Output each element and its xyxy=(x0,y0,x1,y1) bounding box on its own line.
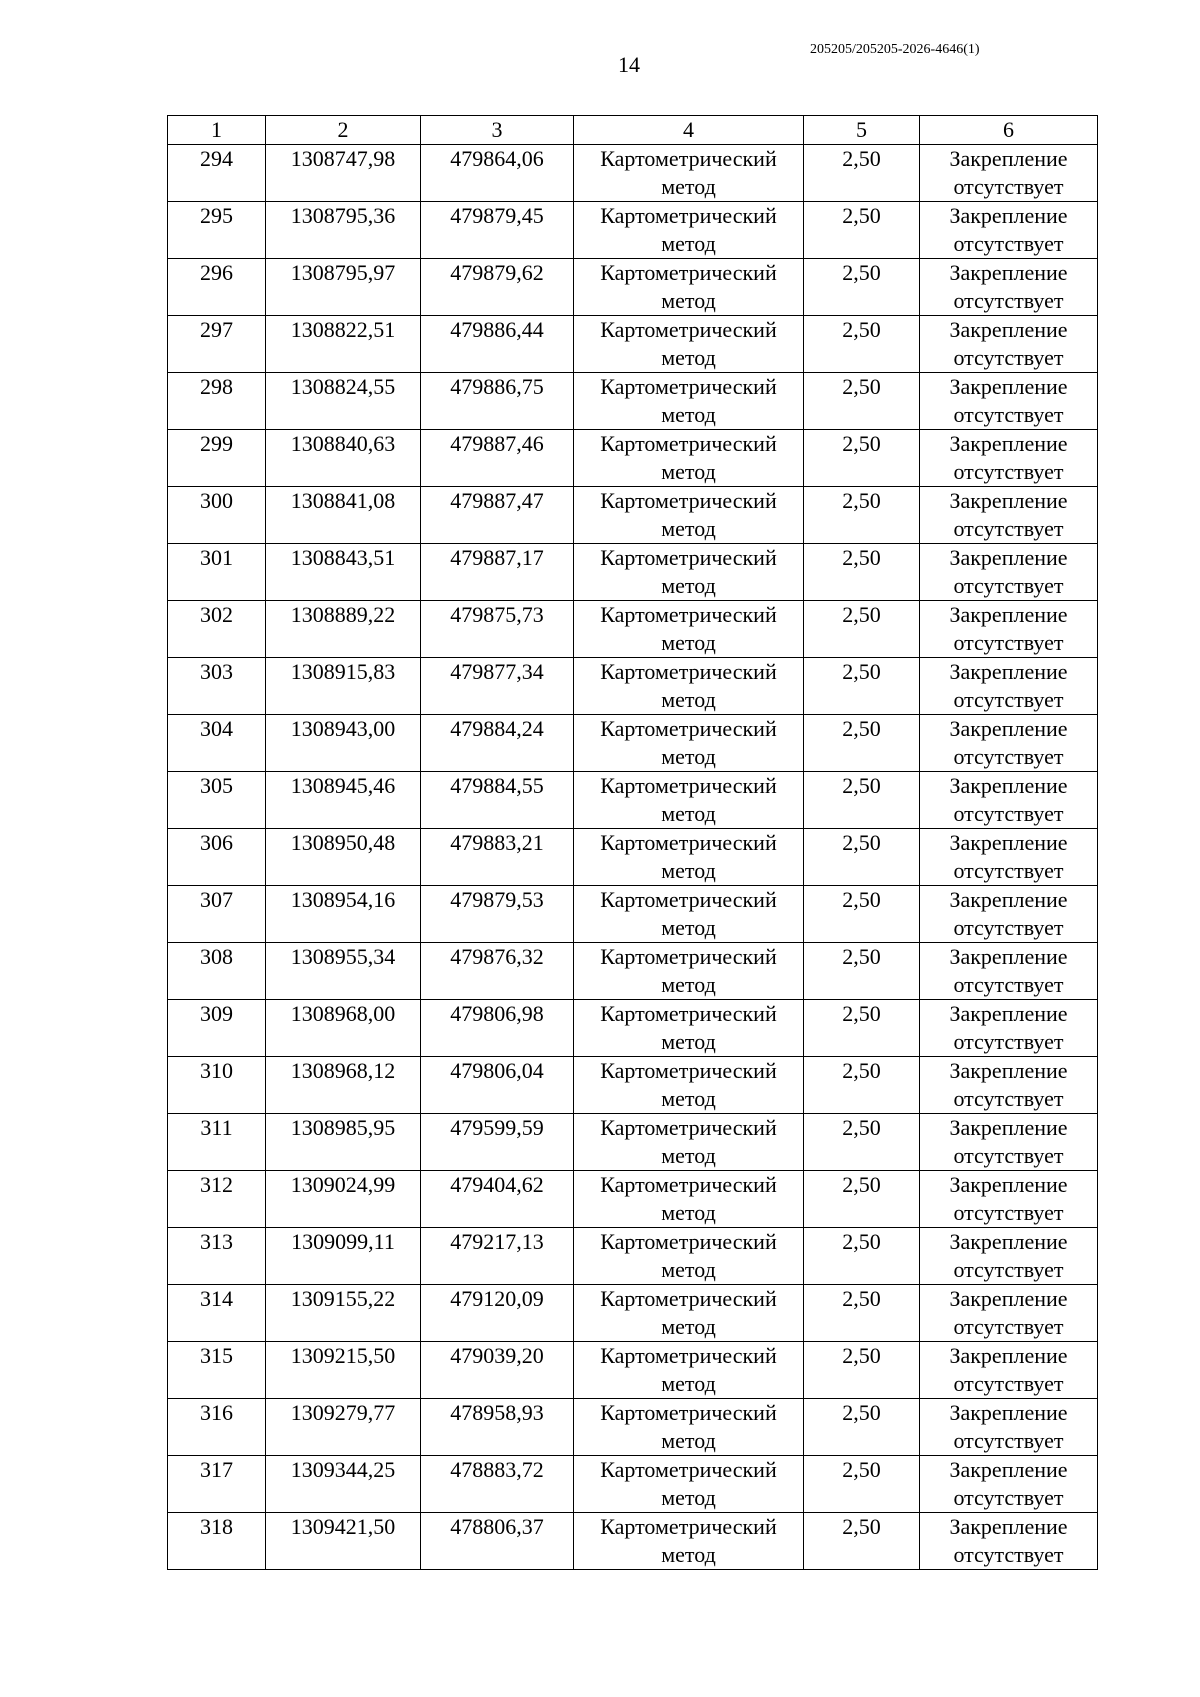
table-row xyxy=(168,601,1098,658)
fixation-text: Закрепление xyxy=(949,602,1068,627)
method-text: Картометрический xyxy=(600,602,777,627)
fixation-cell xyxy=(920,1114,1098,1171)
accuracy-cell: 2,50 xyxy=(804,316,920,373)
y-coordinate-cell: 479887,17 xyxy=(421,544,574,601)
fixation-text: отсутствует xyxy=(953,1143,1064,1168)
accuracy-cell: 2,50 xyxy=(804,715,920,772)
y-coordinate-cell: 478958,93 xyxy=(421,1399,574,1456)
method-text: Картометрический xyxy=(600,374,777,399)
fixation-cell xyxy=(920,1285,1098,1342)
method-text: Картометрический xyxy=(600,545,777,570)
point-number-cell: 299 xyxy=(168,430,266,487)
fixation-cell xyxy=(920,1456,1098,1513)
fixation-cell xyxy=(920,1228,1098,1285)
point-number-cell: 294 xyxy=(168,145,266,202)
fixation-text: отсутствует xyxy=(953,1314,1064,1339)
method-text: метод xyxy=(661,1257,716,1282)
fixation-text: отсутствует xyxy=(953,1485,1064,1510)
fixation-text: Закрепление xyxy=(949,545,1068,570)
y-coordinate-cell: 479039,20 xyxy=(421,1342,574,1399)
document-reference: 205205/205205-2026-4646(1) xyxy=(810,42,980,57)
x-coordinate-cell: 1308841,08 xyxy=(266,487,421,544)
fixation-text: отсутствует xyxy=(953,1542,1064,1567)
fixation-cell xyxy=(920,1399,1098,1456)
table-row xyxy=(168,1114,1098,1171)
table-row xyxy=(168,145,1098,202)
x-coordinate-cell: 1308889,22 xyxy=(266,601,421,658)
x-coordinate-cell: 1309421,50 xyxy=(266,1513,421,1570)
point-number-cell: 295 xyxy=(168,202,266,259)
fixation-cell xyxy=(920,487,1098,544)
fixation-cell xyxy=(920,772,1098,829)
table-row xyxy=(168,1171,1098,1228)
x-coordinate-cell: 1308795,36 xyxy=(266,202,421,259)
method-text: Картометрический xyxy=(600,1229,777,1254)
fixation-cell xyxy=(920,316,1098,373)
accuracy-cell: 2,50 xyxy=(804,829,920,886)
y-coordinate-cell: 479879,62 xyxy=(421,259,574,316)
method-text: Картометрический xyxy=(600,1343,777,1368)
fixation-text: Закрепление xyxy=(949,659,1068,684)
method-text: Картометрический xyxy=(600,146,777,171)
method-text: Картометрический xyxy=(600,1514,777,1539)
method-text: метод xyxy=(661,1029,716,1054)
method-text: метод xyxy=(661,174,716,199)
point-number-cell: 298 xyxy=(168,373,266,430)
fixation-cell xyxy=(920,886,1098,943)
table-row xyxy=(168,715,1098,772)
accuracy-cell: 2,50 xyxy=(804,772,920,829)
table-row xyxy=(168,259,1098,316)
method-cell xyxy=(574,1057,804,1114)
accuracy-cell: 2,50 xyxy=(804,1513,920,1570)
fixation-cell xyxy=(920,430,1098,487)
y-coordinate-cell: 479886,75 xyxy=(421,373,574,430)
fixation-text: отсутствует xyxy=(953,573,1064,598)
y-coordinate-cell: 479879,53 xyxy=(421,886,574,943)
accuracy-cell: 2,50 xyxy=(804,1171,920,1228)
method-text: Картометрический xyxy=(600,1058,777,1083)
method-text: метод xyxy=(661,630,716,655)
fixation-cell xyxy=(920,1057,1098,1114)
column-header: 4 xyxy=(574,116,804,145)
x-coordinate-cell: 1308795,97 xyxy=(266,259,421,316)
fixation-text: Закрепление xyxy=(949,1115,1068,1140)
point-number-cell: 302 xyxy=(168,601,266,658)
column-header: 3 xyxy=(421,116,574,145)
point-number-cell: 304 xyxy=(168,715,266,772)
table-row xyxy=(168,544,1098,601)
fixation-text: отсутствует xyxy=(953,288,1064,313)
accuracy-cell: 2,50 xyxy=(804,1285,920,1342)
y-coordinate-cell: 479887,46 xyxy=(421,430,574,487)
method-text: метод xyxy=(661,516,716,541)
method-cell xyxy=(574,829,804,886)
method-text: метод xyxy=(661,345,716,370)
method-cell xyxy=(574,373,804,430)
fixation-text: Закрепление xyxy=(949,1058,1068,1083)
fixation-text: Закрепление xyxy=(949,203,1068,228)
fixation-text: отсутствует xyxy=(953,972,1064,997)
fixation-text: Закрепление xyxy=(949,1343,1068,1368)
method-text: Картометрический xyxy=(600,659,777,684)
fixation-cell xyxy=(920,943,1098,1000)
method-text: метод xyxy=(661,1371,716,1396)
method-text: Картометрический xyxy=(600,716,777,741)
method-cell xyxy=(574,601,804,658)
fixation-cell xyxy=(920,373,1098,430)
method-text: метод xyxy=(661,1542,716,1567)
fixation-text: отсутствует xyxy=(953,915,1064,940)
fixation-cell xyxy=(920,601,1098,658)
point-number-cell: 317 xyxy=(168,1456,266,1513)
fixation-text: отсутствует xyxy=(953,1428,1064,1453)
fixation-text: Закрепление xyxy=(949,1514,1068,1539)
y-coordinate-cell: 478883,72 xyxy=(421,1456,574,1513)
table-row xyxy=(168,829,1098,886)
fixation-text: Закрепление xyxy=(949,944,1068,969)
y-coordinate-cell: 479217,13 xyxy=(421,1228,574,1285)
x-coordinate-cell: 1308950,48 xyxy=(266,829,421,886)
x-coordinate-cell: 1308968,00 xyxy=(266,1000,421,1057)
method-text: Картометрический xyxy=(600,944,777,969)
table-row xyxy=(168,316,1098,373)
accuracy-cell: 2,50 xyxy=(804,1000,920,1057)
method-cell xyxy=(574,1399,804,1456)
fixation-text: отсутствует xyxy=(953,1371,1064,1396)
method-text: метод xyxy=(661,288,716,313)
method-text: метод xyxy=(661,1143,716,1168)
method-text: Картометрический xyxy=(600,203,777,228)
accuracy-cell: 2,50 xyxy=(804,544,920,601)
method-cell xyxy=(574,487,804,544)
method-text: Картометрический xyxy=(600,1400,777,1425)
fixation-text: Закрепление xyxy=(949,488,1068,513)
fixation-text: отсутствует xyxy=(953,801,1064,826)
table-row xyxy=(168,1228,1098,1285)
y-coordinate-cell: 479864,06 xyxy=(421,145,574,202)
fixation-text: отсутствует xyxy=(953,687,1064,712)
method-text: метод xyxy=(661,402,716,427)
fixation-text: отсутствует xyxy=(953,402,1064,427)
method-text: Картометрический xyxy=(600,260,777,285)
y-coordinate-cell: 479806,04 xyxy=(421,1057,574,1114)
accuracy-cell: 2,50 xyxy=(804,886,920,943)
x-coordinate-cell: 1309155,22 xyxy=(266,1285,421,1342)
method-text: Картометрический xyxy=(600,830,777,855)
fixation-text: Закрепление xyxy=(949,1001,1068,1026)
method-text: Картометрический xyxy=(600,887,777,912)
x-coordinate-cell: 1308985,95 xyxy=(266,1114,421,1171)
fixation-cell xyxy=(920,1513,1098,1570)
fixation-cell xyxy=(920,1342,1098,1399)
y-coordinate-cell: 478806,37 xyxy=(421,1513,574,1570)
y-coordinate-cell: 479884,24 xyxy=(421,715,574,772)
accuracy-cell: 2,50 xyxy=(804,943,920,1000)
method-cell xyxy=(574,1228,804,1285)
fixation-cell xyxy=(920,202,1098,259)
table-row xyxy=(168,1342,1098,1399)
method-cell xyxy=(574,145,804,202)
fixation-text: Закрепление xyxy=(949,1400,1068,1425)
y-coordinate-cell: 479884,55 xyxy=(421,772,574,829)
method-cell xyxy=(574,202,804,259)
point-number-cell: 306 xyxy=(168,829,266,886)
accuracy-cell: 2,50 xyxy=(804,145,920,202)
method-text: метод xyxy=(661,1086,716,1111)
method-cell xyxy=(574,1342,804,1399)
table-header-row xyxy=(168,116,1098,145)
method-text: метод xyxy=(661,744,716,769)
table-row xyxy=(168,1456,1098,1513)
page-number: 14 xyxy=(618,52,640,77)
x-coordinate-cell: 1308915,83 xyxy=(266,658,421,715)
method-text: Картометрический xyxy=(600,1001,777,1026)
fixation-text: Закрепление xyxy=(949,773,1068,798)
column-header: 6 xyxy=(920,116,1098,145)
method-cell xyxy=(574,259,804,316)
method-text: метод xyxy=(661,972,716,997)
method-text: Картометрический xyxy=(600,431,777,456)
method-text: метод xyxy=(661,1200,716,1225)
table-row xyxy=(168,943,1098,1000)
fixation-text: отсутствует xyxy=(953,858,1064,883)
fixation-text: Закрепление xyxy=(949,317,1068,342)
column-header: 5 xyxy=(804,116,920,145)
fixation-cell xyxy=(920,658,1098,715)
fixation-cell xyxy=(920,715,1098,772)
method-cell xyxy=(574,1513,804,1570)
coordinates-table xyxy=(167,115,1098,1570)
y-coordinate-cell: 479875,73 xyxy=(421,601,574,658)
x-coordinate-cell: 1308943,00 xyxy=(266,715,421,772)
fixation-text: Закрепление xyxy=(949,431,1068,456)
fixation-text: отсутствует xyxy=(953,231,1064,256)
method-text: метод xyxy=(661,231,716,256)
fixation-text: отсутствует xyxy=(953,630,1064,655)
x-coordinate-cell: 1308747,98 xyxy=(266,145,421,202)
point-number-cell: 314 xyxy=(168,1285,266,1342)
fixation-text: Закрепление xyxy=(949,1286,1068,1311)
method-cell xyxy=(574,1456,804,1513)
fixation-text: Закрепление xyxy=(949,1172,1068,1197)
fixation-cell xyxy=(920,544,1098,601)
accuracy-cell: 2,50 xyxy=(804,1228,920,1285)
fixation-text: отсутствует xyxy=(953,516,1064,541)
y-coordinate-cell: 479599,59 xyxy=(421,1114,574,1171)
method-text: метод xyxy=(661,1428,716,1453)
point-number-cell: 307 xyxy=(168,886,266,943)
table-row xyxy=(168,658,1098,715)
method-cell xyxy=(574,1171,804,1228)
method-cell xyxy=(574,430,804,487)
x-coordinate-cell: 1308840,63 xyxy=(266,430,421,487)
fixation-text: отсутствует xyxy=(953,1200,1064,1225)
y-coordinate-cell: 479883,21 xyxy=(421,829,574,886)
table-row xyxy=(168,202,1098,259)
accuracy-cell: 2,50 xyxy=(804,430,920,487)
method-cell xyxy=(574,886,804,943)
fixation-text: отсутствует xyxy=(953,459,1064,484)
y-coordinate-cell: 479876,32 xyxy=(421,943,574,1000)
point-number-cell: 297 xyxy=(168,316,266,373)
method-cell xyxy=(574,316,804,373)
y-coordinate-cell: 479887,47 xyxy=(421,487,574,544)
method-cell xyxy=(574,715,804,772)
y-coordinate-cell: 479879,45 xyxy=(421,202,574,259)
point-number-cell: 318 xyxy=(168,1513,266,1570)
point-number-cell: 308 xyxy=(168,943,266,1000)
x-coordinate-cell: 1309099,11 xyxy=(266,1228,421,1285)
table-row xyxy=(168,1057,1098,1114)
accuracy-cell: 2,50 xyxy=(804,1057,920,1114)
y-coordinate-cell: 479806,98 xyxy=(421,1000,574,1057)
method-text: метод xyxy=(661,687,716,712)
method-cell xyxy=(574,1285,804,1342)
method-text: Картометрический xyxy=(600,317,777,342)
point-number-cell: 316 xyxy=(168,1399,266,1456)
accuracy-cell: 2,50 xyxy=(804,1456,920,1513)
x-coordinate-cell: 1308824,55 xyxy=(266,373,421,430)
method-text: Картометрический xyxy=(600,1286,777,1311)
method-text: Картометрический xyxy=(600,1115,777,1140)
table-row xyxy=(168,772,1098,829)
point-number-cell: 296 xyxy=(168,259,266,316)
table-row xyxy=(168,1000,1098,1057)
table-row xyxy=(168,886,1098,943)
y-coordinate-cell: 479120,09 xyxy=(421,1285,574,1342)
accuracy-cell: 2,50 xyxy=(804,658,920,715)
fixation-text: Закрепление xyxy=(949,1229,1068,1254)
table-row xyxy=(168,1285,1098,1342)
x-coordinate-cell: 1309344,25 xyxy=(266,1456,421,1513)
x-coordinate-cell: 1309279,77 xyxy=(266,1399,421,1456)
method-cell xyxy=(574,772,804,829)
point-number-cell: 305 xyxy=(168,772,266,829)
column-header: 2 xyxy=(266,116,421,145)
x-coordinate-cell: 1308843,51 xyxy=(266,544,421,601)
accuracy-cell: 2,50 xyxy=(804,259,920,316)
fixation-cell xyxy=(920,145,1098,202)
fixation-cell xyxy=(920,1000,1098,1057)
accuracy-cell: 2,50 xyxy=(804,487,920,544)
method-text: метод xyxy=(661,858,716,883)
method-text: Картометрический xyxy=(600,488,777,513)
method-text: метод xyxy=(661,1485,716,1510)
table-row xyxy=(168,1513,1098,1570)
accuracy-cell: 2,50 xyxy=(804,202,920,259)
y-coordinate-cell: 479886,44 xyxy=(421,316,574,373)
point-number-cell: 303 xyxy=(168,658,266,715)
method-text: метод xyxy=(661,459,716,484)
method-cell xyxy=(574,658,804,715)
fixation-cell xyxy=(920,259,1098,316)
accuracy-cell: 2,50 xyxy=(804,1399,920,1456)
fixation-text: отсутствует xyxy=(953,744,1064,769)
x-coordinate-cell: 1308822,51 xyxy=(266,316,421,373)
point-number-cell: 301 xyxy=(168,544,266,601)
fixation-text: Закрепление xyxy=(949,1457,1068,1482)
x-coordinate-cell: 1309215,50 xyxy=(266,1342,421,1399)
accuracy-cell: 2,50 xyxy=(804,601,920,658)
point-number-cell: 311 xyxy=(168,1114,266,1171)
x-coordinate-cell: 1308954,16 xyxy=(266,886,421,943)
fixation-text: Закрепление xyxy=(949,374,1068,399)
method-cell xyxy=(574,1000,804,1057)
method-text: метод xyxy=(661,801,716,826)
point-number-cell: 300 xyxy=(168,487,266,544)
table-row xyxy=(168,487,1098,544)
fixation-text: отсутствует xyxy=(953,345,1064,370)
table-row xyxy=(168,1399,1098,1456)
fixation-text: отсутствует xyxy=(953,1029,1064,1054)
accuracy-cell: 2,50 xyxy=(804,1114,920,1171)
fixation-cell xyxy=(920,829,1098,886)
method-cell xyxy=(574,1114,804,1171)
point-number-cell: 310 xyxy=(168,1057,266,1114)
x-coordinate-cell: 1308955,34 xyxy=(266,943,421,1000)
method-text: метод xyxy=(661,915,716,940)
method-text: метод xyxy=(661,1314,716,1339)
fixation-text: отсутствует xyxy=(953,1086,1064,1111)
fixation-text: Закрепление xyxy=(949,146,1068,171)
table-row xyxy=(168,373,1098,430)
accuracy-cell: 2,50 xyxy=(804,1342,920,1399)
fixation-text: отсутствует xyxy=(953,1257,1064,1282)
x-coordinate-cell: 1308945,46 xyxy=(266,772,421,829)
x-coordinate-cell: 1308968,12 xyxy=(266,1057,421,1114)
method-text: Картометрический xyxy=(600,773,777,798)
fixation-text: Закрепление xyxy=(949,887,1068,912)
fixation-text: Закрепление xyxy=(949,260,1068,285)
fixation-text: Закрепление xyxy=(949,830,1068,855)
column-header: 1 xyxy=(168,116,266,145)
point-number-cell: 312 xyxy=(168,1171,266,1228)
method-cell xyxy=(574,544,804,601)
point-number-cell: 309 xyxy=(168,1000,266,1057)
table-row xyxy=(168,430,1098,487)
method-text: метод xyxy=(661,573,716,598)
y-coordinate-cell: 479877,34 xyxy=(421,658,574,715)
method-cell xyxy=(574,943,804,1000)
x-coordinate-cell: 1309024,99 xyxy=(266,1171,421,1228)
method-text: Картометрический xyxy=(600,1172,777,1197)
accuracy-cell: 2,50 xyxy=(804,373,920,430)
point-number-cell: 315 xyxy=(168,1342,266,1399)
method-text: Картометрический xyxy=(600,1457,777,1482)
y-coordinate-cell: 479404,62 xyxy=(421,1171,574,1228)
point-number-cell: 313 xyxy=(168,1228,266,1285)
fixation-cell xyxy=(920,1171,1098,1228)
fixation-text: отсутствует xyxy=(953,174,1064,199)
fixation-text: Закрепление xyxy=(949,716,1068,741)
